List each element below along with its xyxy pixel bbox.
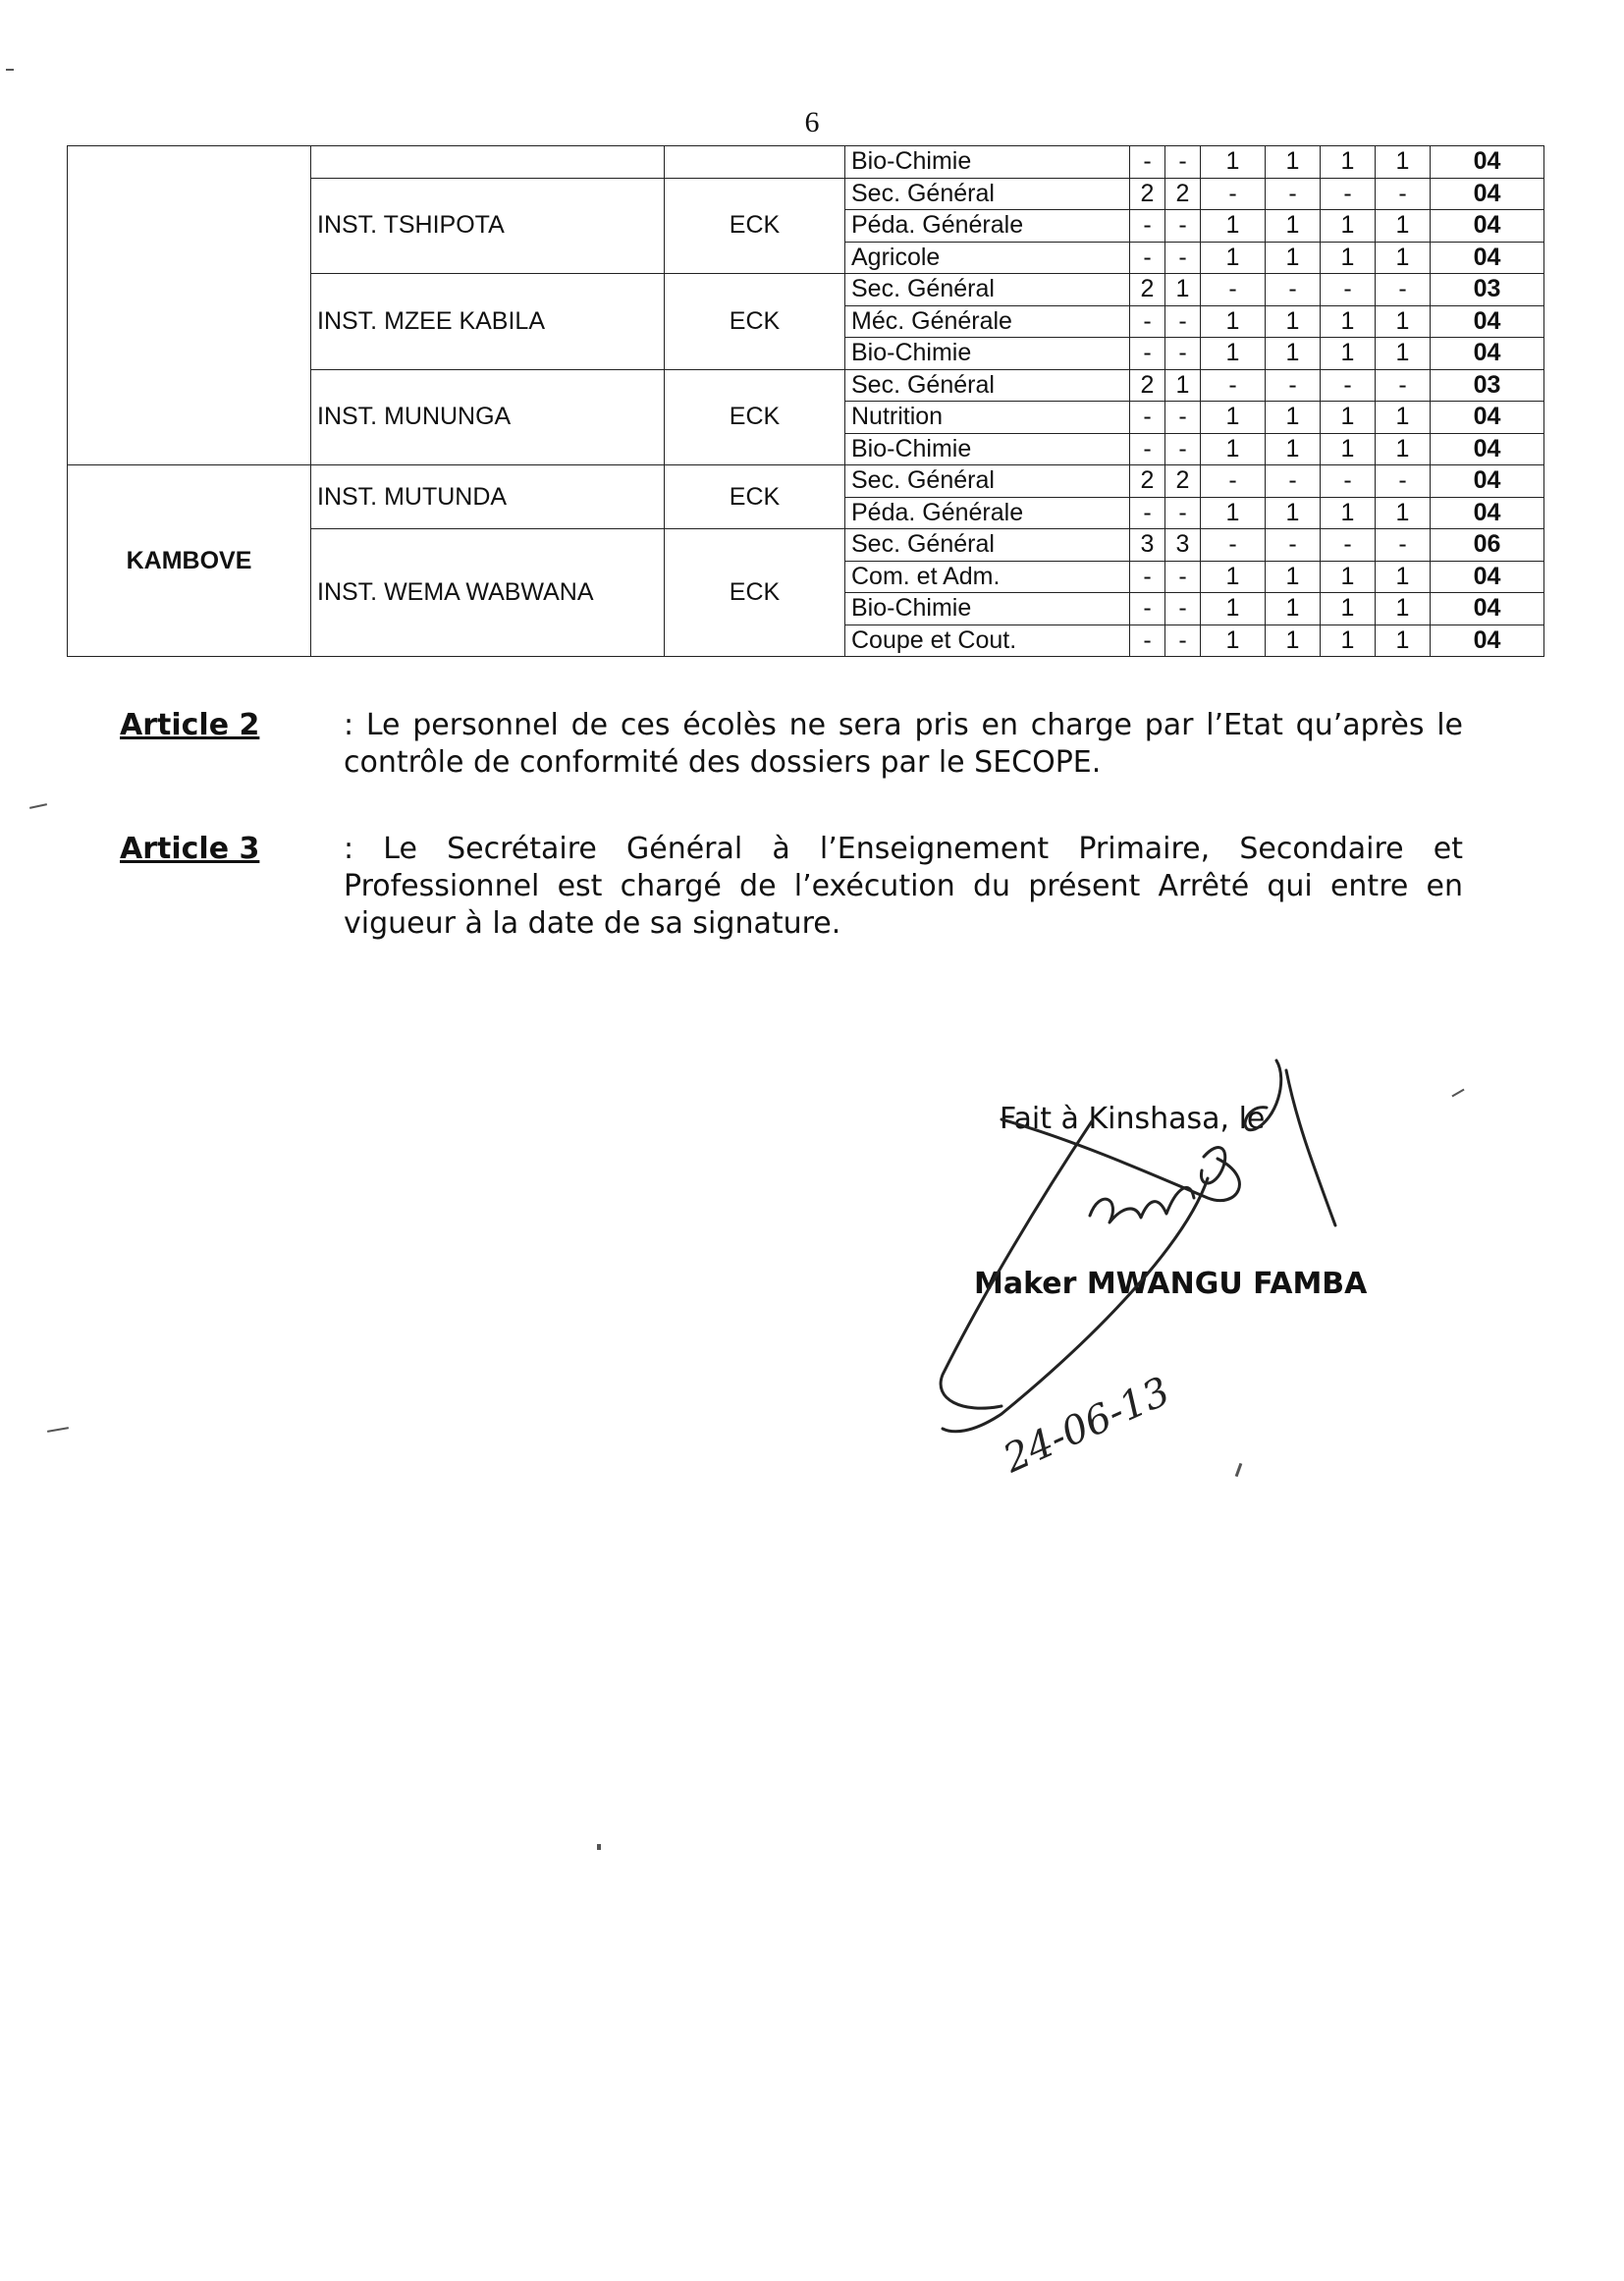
option-cell: Bio-Chimie bbox=[845, 146, 1130, 179]
value-cell: - bbox=[1165, 242, 1201, 274]
value-cell: 1 bbox=[1201, 561, 1266, 593]
handwritten-date: 24-06-13 bbox=[997, 1369, 1177, 1483]
value-cell: 1 bbox=[1321, 146, 1376, 179]
value-cell: - bbox=[1376, 465, 1431, 498]
value-cell: - bbox=[1165, 305, 1201, 338]
option-cell: Agricole bbox=[845, 242, 1130, 274]
value-cell: - bbox=[1130, 146, 1165, 179]
value-cell: - bbox=[1165, 625, 1201, 657]
total-cell: 04 bbox=[1431, 625, 1544, 657]
value-cell: - bbox=[1130, 402, 1165, 434]
value-cell: 1 bbox=[1321, 305, 1376, 338]
signature-place: Fait à Kinshasa, le bbox=[1000, 1102, 1266, 1136]
value-cell: - bbox=[1321, 274, 1376, 306]
value-cell: - bbox=[1130, 338, 1165, 370]
value-cell: - bbox=[1266, 465, 1321, 498]
network-cell: ECK bbox=[665, 274, 845, 370]
value-cell: - bbox=[1321, 465, 1376, 498]
value-cell: 1 bbox=[1266, 497, 1321, 529]
total-cell: 04 bbox=[1431, 561, 1544, 593]
option-cell: Bio-Chimie bbox=[845, 593, 1130, 625]
total-cell: 04 bbox=[1431, 465, 1544, 498]
value-cell: 3 bbox=[1130, 529, 1165, 562]
option-cell: Bio-Chimie bbox=[845, 433, 1130, 465]
signatory-name: Maker MWANGU FAMBA bbox=[974, 1267, 1368, 1301]
value-cell: 1 bbox=[1376, 146, 1431, 179]
value-cell: - bbox=[1266, 178, 1321, 210]
total-cell: 04 bbox=[1431, 305, 1544, 338]
district-cell-empty bbox=[68, 146, 311, 465]
value-cell: - bbox=[1130, 305, 1165, 338]
value-cell: 1 bbox=[1321, 242, 1376, 274]
scan-mark bbox=[29, 803, 47, 809]
value-cell: 1 bbox=[1201, 433, 1266, 465]
value-cell: - bbox=[1165, 210, 1201, 243]
value-cell: - bbox=[1376, 369, 1431, 402]
value-cell: 1 bbox=[1376, 625, 1431, 657]
option-cell: Sec. Général bbox=[845, 369, 1130, 402]
article-2-text: : Le personnel de ces écolès ne sera pris en charge par l’Etat qu’après le contrôle de conformité des dossiers par le SECOPE. bbox=[344, 708, 1463, 780]
total-cell: 03 bbox=[1431, 369, 1544, 402]
value-cell: 1 bbox=[1376, 402, 1431, 434]
value-cell: 1 bbox=[1321, 561, 1376, 593]
option-cell: Nutrition bbox=[845, 402, 1130, 434]
handwritten-signature bbox=[864, 1041, 1551, 1493]
scan-mark bbox=[597, 1844, 601, 1850]
value-cell: - bbox=[1130, 242, 1165, 274]
value-cell: - bbox=[1165, 433, 1201, 465]
option-cell: Com. et Adm. bbox=[845, 561, 1130, 593]
value-cell: 1 bbox=[1321, 402, 1376, 434]
page-number: 6 bbox=[804, 106, 820, 138]
school-cell: INST. MUTUNDA bbox=[311, 465, 665, 529]
option-cell: Coupe et Cout. bbox=[845, 625, 1130, 657]
value-cell: - bbox=[1130, 593, 1165, 625]
total-cell: 04 bbox=[1431, 178, 1544, 210]
value-cell: - bbox=[1266, 529, 1321, 562]
school-cell: INST. WEMA WABWANA bbox=[311, 529, 665, 657]
scan-mark bbox=[6, 69, 14, 71]
network-cell: ECK bbox=[665, 465, 845, 529]
value-cell: 1 bbox=[1201, 242, 1266, 274]
value-cell: 1 bbox=[1376, 593, 1431, 625]
value-cell: 1 bbox=[1201, 146, 1266, 179]
value-cell: 1 bbox=[1321, 338, 1376, 370]
network-cell bbox=[665, 146, 845, 179]
value-cell: 1 bbox=[1266, 305, 1321, 338]
value-cell: - bbox=[1321, 178, 1376, 210]
value-cell: - bbox=[1130, 497, 1165, 529]
network-cell: ECK bbox=[665, 178, 845, 274]
total-cell: 03 bbox=[1431, 274, 1544, 306]
option-cell: Méc. Générale bbox=[845, 305, 1130, 338]
option-cell: Bio-Chimie bbox=[845, 338, 1130, 370]
value-cell: - bbox=[1201, 178, 1266, 210]
total-cell: 04 bbox=[1431, 497, 1544, 529]
value-cell: - bbox=[1165, 338, 1201, 370]
school-cell: INST. TSHIPOTA bbox=[311, 178, 665, 274]
value-cell: - bbox=[1165, 497, 1201, 529]
article-3-text: : Le Secrétaire Général à l’Enseignement Primaire, Secondaire et Professionnel est chargé de l’exécution du présent Arrêté qui entre en vigueur à la date de sa signature. bbox=[344, 832, 1463, 941]
value-cell: 2 bbox=[1130, 178, 1165, 210]
value-cell: - bbox=[1376, 274, 1431, 306]
value-cell: 1 bbox=[1266, 210, 1321, 243]
schools-table bbox=[67, 145, 1544, 657]
value-cell: 3 bbox=[1165, 529, 1201, 562]
value-cell: - bbox=[1201, 274, 1266, 306]
school-cell: INST. MZEE KABILA bbox=[311, 274, 665, 370]
value-cell: - bbox=[1321, 529, 1376, 562]
scan-mark bbox=[47, 1427, 69, 1433]
value-cell: 1 bbox=[1266, 625, 1321, 657]
value-cell: 1 bbox=[1321, 593, 1376, 625]
value-cell: - bbox=[1130, 433, 1165, 465]
value-cell: - bbox=[1130, 210, 1165, 243]
school-cell: INST. MUNUNGA bbox=[311, 369, 665, 465]
value-cell: 1 bbox=[1376, 497, 1431, 529]
value-cell: 1 bbox=[1266, 433, 1321, 465]
school-cell bbox=[311, 146, 665, 179]
option-cell: Sec. Général bbox=[845, 529, 1130, 562]
option-cell: Sec. Général bbox=[845, 274, 1130, 306]
value-cell: 1 bbox=[1321, 625, 1376, 657]
value-cell: - bbox=[1201, 369, 1266, 402]
value-cell: 1 bbox=[1321, 433, 1376, 465]
value-cell: - bbox=[1376, 178, 1431, 210]
value-cell: - bbox=[1201, 465, 1266, 498]
value-cell: 1 bbox=[1321, 497, 1376, 529]
total-cell: 04 bbox=[1431, 433, 1544, 465]
value-cell: - bbox=[1165, 561, 1201, 593]
value-cell: 1 bbox=[1201, 497, 1266, 529]
total-cell: 04 bbox=[1431, 402, 1544, 434]
value-cell: 1 bbox=[1266, 146, 1321, 179]
total-cell: 04 bbox=[1431, 146, 1544, 179]
district-cell: KAMBOVE bbox=[68, 465, 311, 657]
value-cell: - bbox=[1321, 369, 1376, 402]
value-cell: 2 bbox=[1165, 178, 1201, 210]
value-cell: - bbox=[1266, 369, 1321, 402]
value-cell: 1 bbox=[1376, 338, 1431, 370]
table-row bbox=[68, 146, 1544, 179]
value-cell: 1 bbox=[1376, 561, 1431, 593]
value-cell: 1 bbox=[1376, 305, 1431, 338]
value-cell: - bbox=[1266, 274, 1321, 306]
value-cell: - bbox=[1165, 402, 1201, 434]
schools-table-container bbox=[67, 145, 1543, 657]
value-cell: - bbox=[1165, 146, 1201, 179]
value-cell: - bbox=[1130, 561, 1165, 593]
value-cell: 1 bbox=[1376, 242, 1431, 274]
value-cell: 1 bbox=[1321, 210, 1376, 243]
value-cell: 1 bbox=[1165, 274, 1201, 306]
value-cell: 2 bbox=[1130, 465, 1165, 498]
value-cell: - bbox=[1201, 529, 1266, 562]
value-cell: 2 bbox=[1130, 369, 1165, 402]
article-2-label: Article 2 bbox=[120, 708, 260, 742]
value-cell: 1 bbox=[1201, 338, 1266, 370]
value-cell: 1 bbox=[1266, 561, 1321, 593]
article-2 bbox=[120, 707, 1494, 782]
option-cell: Sec. Général bbox=[845, 178, 1130, 210]
value-cell: 2 bbox=[1165, 465, 1201, 498]
value-cell: - bbox=[1165, 593, 1201, 625]
option-cell: Sec. Général bbox=[845, 465, 1130, 498]
value-cell: 1 bbox=[1201, 402, 1266, 434]
table-row bbox=[68, 465, 1544, 498]
value-cell: 1 bbox=[1266, 593, 1321, 625]
option-cell: Péda. Générale bbox=[845, 497, 1130, 529]
value-cell: 1 bbox=[1266, 242, 1321, 274]
value-cell: 1 bbox=[1201, 305, 1266, 338]
value-cell: 2 bbox=[1130, 274, 1165, 306]
value-cell: - bbox=[1130, 625, 1165, 657]
total-cell: 04 bbox=[1431, 593, 1544, 625]
value-cell: 1 bbox=[1201, 210, 1266, 243]
value-cell: 1 bbox=[1266, 402, 1321, 434]
total-cell: 06 bbox=[1431, 529, 1544, 562]
total-cell: 04 bbox=[1431, 338, 1544, 370]
total-cell: 04 bbox=[1431, 210, 1544, 243]
value-cell: 1 bbox=[1376, 433, 1431, 465]
value-cell: 1 bbox=[1201, 593, 1266, 625]
network-cell: ECK bbox=[665, 529, 845, 657]
value-cell: 1 bbox=[1266, 338, 1321, 370]
value-cell: 1 bbox=[1376, 210, 1431, 243]
article-3 bbox=[120, 831, 1494, 943]
network-cell: ECK bbox=[665, 369, 845, 465]
value-cell: - bbox=[1376, 529, 1431, 562]
option-cell: Péda. Générale bbox=[845, 210, 1130, 243]
total-cell: 04 bbox=[1431, 242, 1544, 274]
value-cell: 1 bbox=[1165, 369, 1201, 402]
article-3-label: Article 3 bbox=[120, 832, 260, 866]
value-cell: 1 bbox=[1201, 625, 1266, 657]
